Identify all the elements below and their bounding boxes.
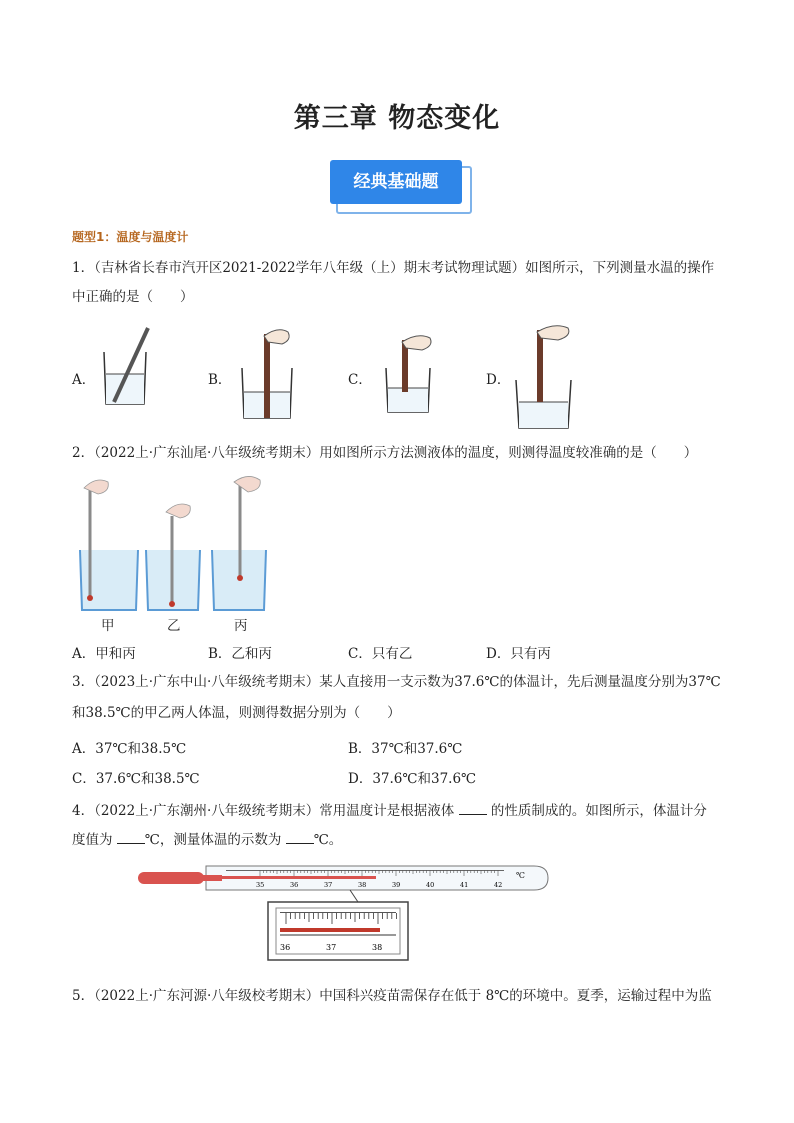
q1-figure-c (386, 336, 431, 412)
page-title: 第三章 物态变化 (293, 103, 501, 134)
q1-option-b-label: B． (208, 372, 232, 388)
q2-option-c: C．只有乙 (348, 646, 413, 662)
q2-option-b: B．乙和丙 (208, 646, 272, 662)
scale-label: 41 (460, 881, 469, 889)
q1-figure-d (516, 326, 571, 428)
q1-figure-a (104, 328, 148, 404)
question-4-line-1: 4．（2022上·广东潮州·八年级统考期末）常用温度计是根据液体 的性质制成的。如图所示，体温计分 (72, 803, 707, 819)
question-4-line-2: 度值为 ℃，测量体温的示数为 ℃。 (72, 832, 343, 848)
q3-option-d: D．37.6℃和37.6℃ (348, 771, 477, 787)
q3-option-c: C．37.6℃和38.5℃ (72, 771, 200, 787)
q1-figure-b (242, 330, 292, 418)
q3-option-b: B．37℃和37.6℃ (348, 741, 463, 757)
q2-figure-label-jia: 甲 (101, 618, 115, 634)
q1-option-c-label: C． (348, 372, 372, 388)
zoom-label: 37 (326, 943, 337, 952)
scale-label: 36 (290, 881, 299, 889)
q2-figure-label-bing: 丙 (234, 618, 248, 634)
question-2-text: 2．（2022上·广东汕尾·八年级统考期末）用如图所示方法测液体的温度，则测得温度较准确的是（ ） (72, 445, 698, 461)
scale-label: 40 (426, 881, 435, 889)
question-1-line-2: 中正确的是（ ） (72, 289, 194, 305)
q1-figures (96, 322, 586, 434)
scale-label: 35 (256, 881, 265, 889)
scale-label: 39 (392, 881, 401, 889)
unit-label: ℃ (516, 871, 525, 880)
q2-option-d: D．只有丙 (486, 646, 551, 662)
q1-option-a-label: A． (72, 372, 96, 388)
scale-label: 37 (324, 881, 333, 889)
zoom-label: 38 (372, 943, 383, 952)
section-heading: 题型1：温度与温度计 (72, 230, 189, 244)
section-badge (330, 160, 470, 212)
clinical-thermometer-figure (136, 862, 552, 966)
beaker-bing (212, 476, 266, 610)
q2-option-a: A．甲和丙 (72, 646, 136, 662)
q1-option-d-label: D． (486, 372, 511, 388)
question-5-text: 5．（2022上·广东河源·八年级校考期末）中国科兴疫苗需保存在低于 8℃的环境中。夏季，运输过程中为监 (72, 988, 712, 1004)
beaker-yi (146, 504, 200, 610)
question-1-line-1: 1．（吉林省长春市汽开区2021-2022学年八年级（上）期末考试物理试题）如图所示，下列测量水温的操作 (72, 260, 715, 276)
beaker-jia (80, 480, 138, 610)
answer-blank-3[interactable] (286, 831, 314, 844)
q3-option-a: A．37℃和38.5℃ (72, 741, 187, 757)
question-3-line-2: 和38.5℃的甲乙两人体温，则测得数据分别为（ ） (72, 705, 401, 721)
scale-label: 38 (358, 881, 367, 889)
question-3-line-1: 3．（2023上·广东中山·八年级统考期末）某人直接用一支示数为37.6℃的体温计，先后测量温度分别为37℃ (72, 674, 721, 690)
zoom-label: 36 (280, 943, 291, 952)
scale-label: 42 (494, 881, 503, 889)
q2-figure (76, 476, 276, 616)
q2-figure-label-yi: 乙 (167, 618, 181, 634)
badge-label: 经典基础题 (330, 160, 462, 204)
answer-blank-2[interactable] (117, 831, 145, 844)
answer-blank-1[interactable] (459, 802, 487, 815)
